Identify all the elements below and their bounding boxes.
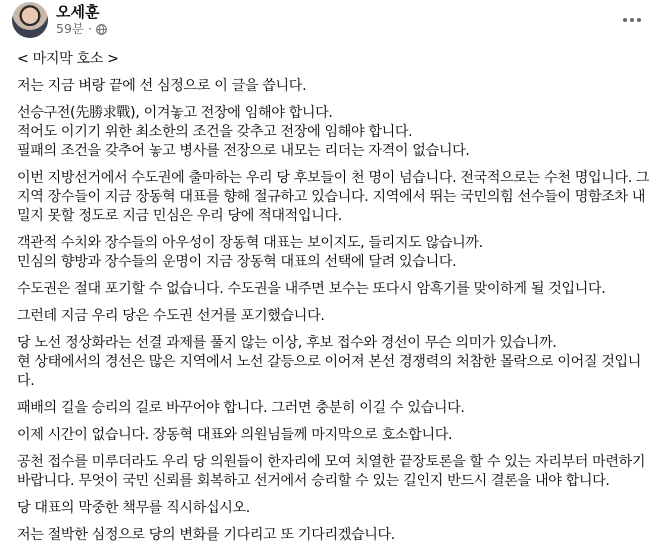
text-line: 수도권은 절대 포기할 수 없습니다. 수도권을 내주면 보수는 또다시 암흑기를 맞이하게 될 것입니다.	[17, 281, 606, 297]
paragraph-gap	[17, 326, 653, 334]
post-paragraph	[17, 334, 653, 391]
separator: ·	[87, 21, 92, 36]
more-horizontal-icon	[637, 18, 641, 22]
post-header	[12, 2, 107, 38]
post-time[interactable]: 59분	[56, 21, 84, 36]
text-line: 객관적 수치와 장수들의 아우성이 장동혁 대표는 보이지도, 들리지도 않습니까.	[17, 235, 483, 251]
post-paragraph	[17, 104, 653, 161]
post-paragraph	[17, 169, 653, 226]
post-paragraph	[17, 453, 653, 491]
text-line: 밀지 못할 정도로 지금 민심은 우리 당에 적대적입니다.	[17, 208, 342, 224]
paragraph-gap	[17, 391, 653, 399]
post-paragraph	[17, 234, 653, 272]
text-line: 현 상태에서의 경선은 많은 지역에서 노선 갈등으로 이어져 본선 경쟁력의 처참한 몰락으로 이어질 것입니	[17, 354, 642, 370]
text-line: 저는 지금 벼랑 끝에 선 심정으로 이 글을 씁니다.	[17, 78, 307, 94]
post-body	[17, 50, 653, 545]
paragraph-gap	[17, 518, 653, 526]
text-line: 패배의 길을 승리의 길로 바꾸어야 합니다. 그러면 충분히 이길 수 있습니다.	[17, 400, 465, 416]
text-line: 이번 지방선거에서 수도권에 출마하는 우리 당 후보들이 천 명이 넘습니다. 전국적으로는 수천 명입니다. 그	[17, 170, 650, 186]
text-line: 공천 접수를 미루더라도 우리 당 의원들이 한자리에 모여 치열한 끝장토론을 할 수 있는 자리부터 마련하기	[17, 454, 646, 470]
more-horizontal-icon	[623, 18, 627, 22]
text-line: 필패의 조건을 갖추어 놓고 병사를 전장으로 내모는 리더는 자격이 없습니다.	[17, 143, 470, 159]
post-paragraph	[17, 499, 653, 518]
paragraph-gap	[17, 491, 653, 499]
post-paragraph	[17, 526, 653, 545]
text-line: 바랍니다. 무엇이 국민 신뢰를 회복하고 선거에서 승리할 수 있는 길인지 반드시 결론을 내야 합니다.	[17, 473, 610, 489]
post-meta	[56, 3, 107, 37]
post-paragraph	[17, 50, 653, 69]
avatar[interactable]	[12, 2, 48, 38]
text-line: 민심의 향방과 장수들의 운명이 지금 장동혁 대표의 선택에 달려 있습니다.	[17, 254, 457, 270]
paragraph-gap	[17, 445, 653, 453]
text-line: 다.	[17, 373, 35, 389]
post-paragraph	[17, 280, 653, 299]
author-name[interactable]: 오세훈	[56, 3, 100, 21]
text-line: 선승구전(先勝求戰), 이겨놓고 전장에 임해야 합니다.	[17, 105, 333, 121]
text-line: 적어도 이기기 위한 최소한의 조건을 갖추고 전장에 임해야 합니다.	[17, 124, 413, 140]
paragraph-gap	[17, 418, 653, 426]
text-line: < 마지막 호소 >	[17, 51, 119, 67]
more-options-button[interactable]	[618, 6, 646, 34]
text-line: 당 대표의 막중한 책무를 직시하십시오.	[17, 500, 250, 516]
text-line: 지역 장수들이 지금 장동혁 대표를 향해 절규하고 있습니다. 지역에서 뛰는 국민의힘 선수들이 명함조차 내	[17, 189, 646, 205]
paragraph-gap	[17, 69, 653, 77]
paragraph-gap	[17, 161, 653, 169]
globe-icon	[96, 24, 107, 35]
post-paragraph	[17, 77, 653, 96]
post-paragraph	[17, 426, 653, 445]
post-paragraph	[17, 307, 653, 326]
text-line: 이제 시간이 없습니다. 장동혁 대표와 의원님들께 마지막으로 호소합니다.	[17, 427, 453, 443]
paragraph-gap	[17, 226, 653, 234]
post-subline	[56, 21, 107, 37]
more-horizontal-icon	[630, 18, 634, 22]
post-paragraph	[17, 399, 653, 418]
paragraph-gap	[17, 96, 653, 104]
text-line: 그런데 지금 우리 당은 수도권 선거를 포기했습니다.	[17, 308, 325, 324]
paragraph-gap	[17, 299, 653, 307]
text-line: 저는 절박한 심정으로 당의 변화를 기다리고 또 기다리겠습니다.	[17, 527, 395, 543]
text-line: 당 노선 정상화라는 선결 과제를 풀지 않는 이상, 후보 접수와 경선이 무슨 의미가 있습니까.	[17, 335, 557, 351]
paragraph-gap	[17, 272, 653, 280]
